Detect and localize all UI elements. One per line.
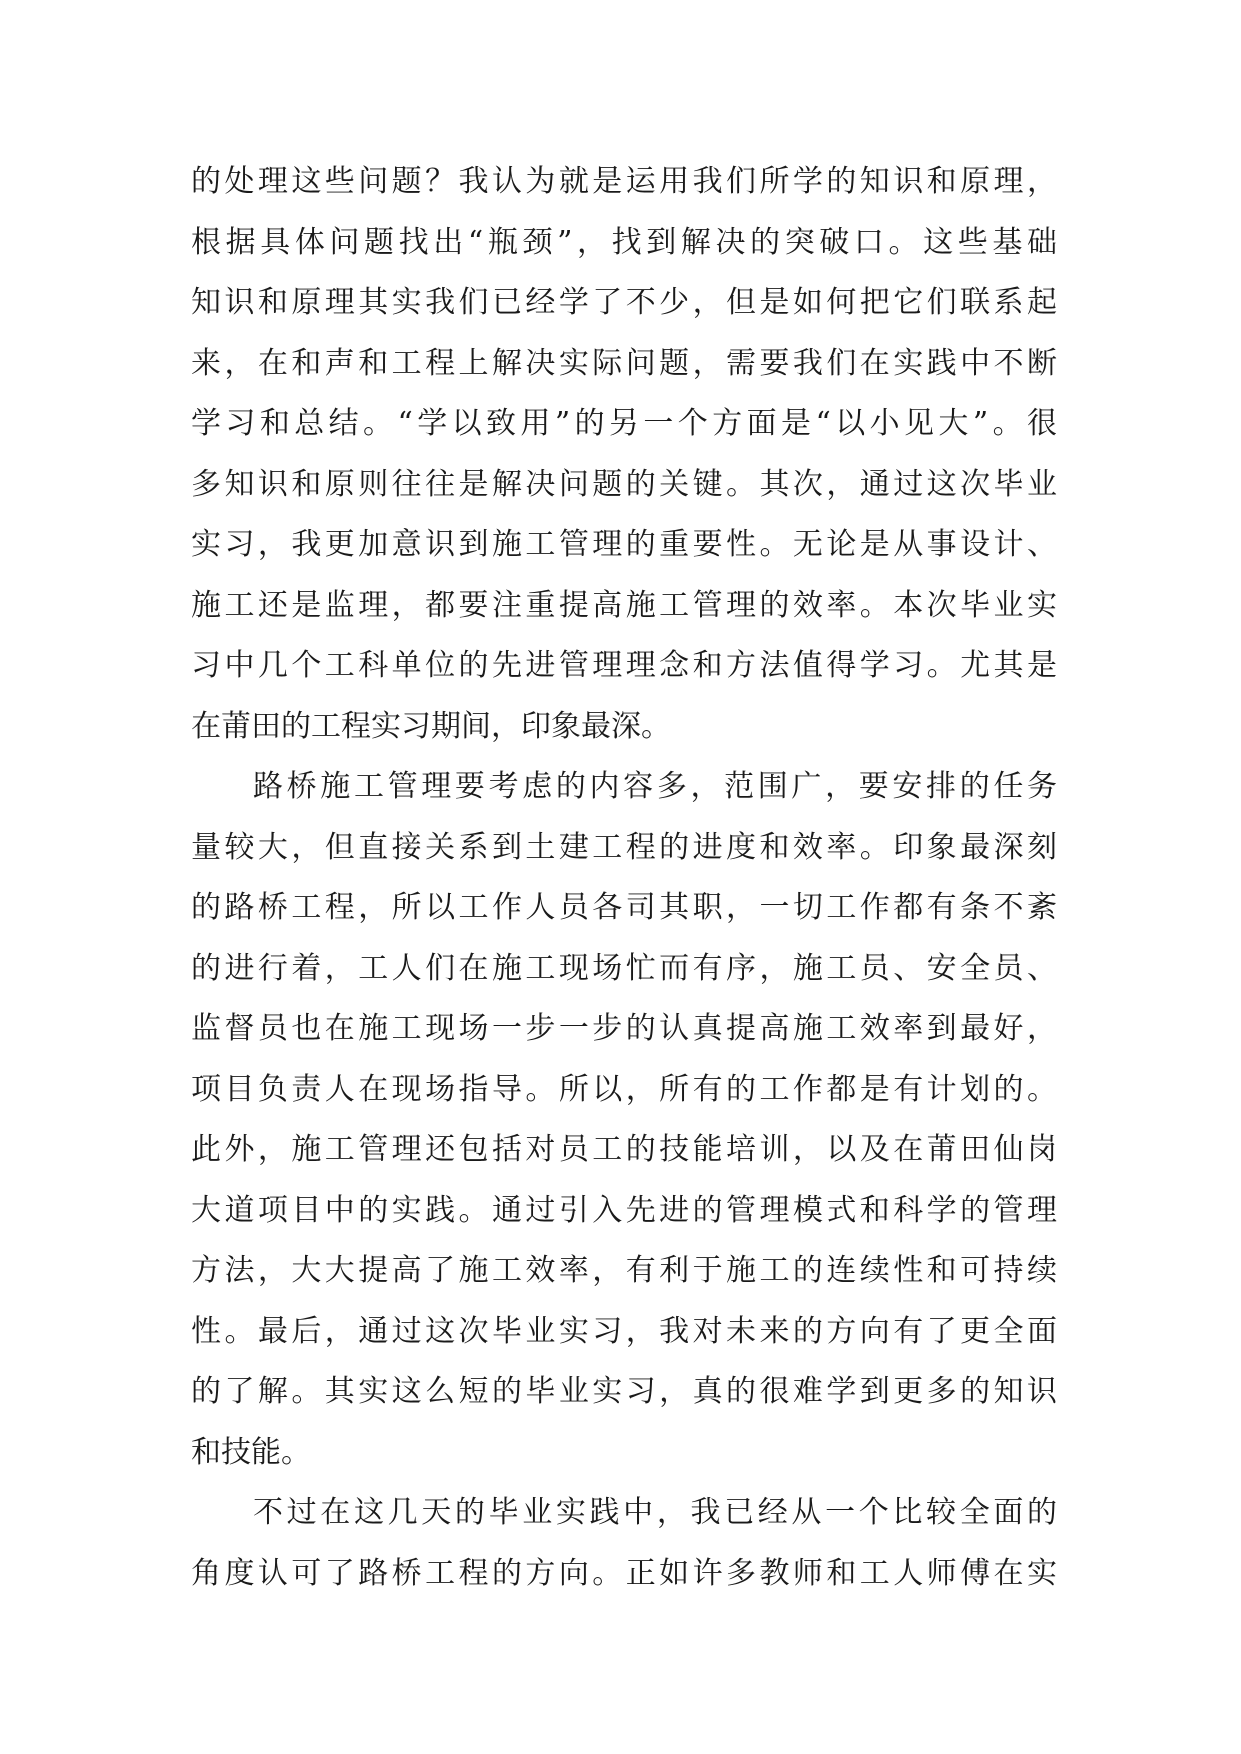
text-line: 此外，施工管理还包括对员工的技能培训，以及在莆田仙岗 bbox=[191, 1132, 1057, 1167]
text-line: 性。最后，通过这次毕业实习，我对未来的方向有了更全面 bbox=[191, 1313, 1057, 1349]
text-line: 根据具体问题找出“瓶颈”，找到解决的突破口。这些基础 bbox=[191, 224, 1057, 260]
text-line: 项目负责人在现场指导。所以，所有的工作都是有计划的。 bbox=[191, 1071, 1057, 1107]
text-line: 量较大，但直接关系到土建工程的进度和效率。印象最深刻 bbox=[191, 829, 1057, 865]
text-line: 和技能。 bbox=[191, 1434, 311, 1470]
text-line: 多知识和原则往往是解决问题的关键。其次，通过这次毕业 bbox=[191, 466, 1057, 502]
text-line: 的了解。其实这么短的毕业实习，真的很难学到更多的知识 bbox=[191, 1374, 1057, 1409]
text-line: 的路桥工程，所以工作人员各司其职，一切工作都有条不紊 bbox=[191, 890, 1057, 925]
text-line: 习中几个工科单位的先进管理理念和方法值得学习。尤其是 bbox=[191, 648, 1057, 683]
text-line: 路桥施工管理要考虑的内容多，范围广，要安排的任务 bbox=[253, 769, 1057, 804]
text-line: 的进行着，工人们在施工现场忙而有序，施工员、安全员、 bbox=[191, 950, 1057, 986]
text-line: 学习和总结。“学以致用”的另一个方面是“以小见大”。很 bbox=[191, 406, 1057, 441]
text-line: 监督员也在施工现场一步一步的认真提高施工效率到最好， bbox=[191, 1011, 1057, 1046]
text-line: 角度认可了路桥工程的方向。正如许多教师和工人师傅在实 bbox=[191, 1555, 1057, 1591]
text-line: 大道项目中的实践。通过引入先进的管理模式和科学的管理 bbox=[191, 1192, 1057, 1228]
text-line: 来，在和声和工程上解决实际问题，需要我们在实践中不断 bbox=[191, 345, 1057, 381]
body-text bbox=[191, 152, 1057, 1604]
text-line: 实习，我更加意识到施工管理的重要性。无论是从事设计、 bbox=[191, 527, 1057, 562]
text-line: 的处理这些问题？我认为就是运用我们所学的知识和原理， bbox=[191, 164, 1057, 199]
text-line: 知识和原理其实我们已经学了不少，但是如何把它们联系起 bbox=[191, 285, 1057, 320]
text-line: 方法，大大提高了施工效率，有利于施工的连续性和可持续 bbox=[191, 1253, 1057, 1288]
text-line: 在莆田的工程实习期间，印象最深。 bbox=[191, 708, 671, 744]
text-line: 不过在这几天的毕业实践中，我已经从一个比较全面的 bbox=[253, 1495, 1057, 1530]
text-line: 施工还是监理，都要注重提高施工管理的效率。本次毕业实 bbox=[191, 587, 1057, 623]
